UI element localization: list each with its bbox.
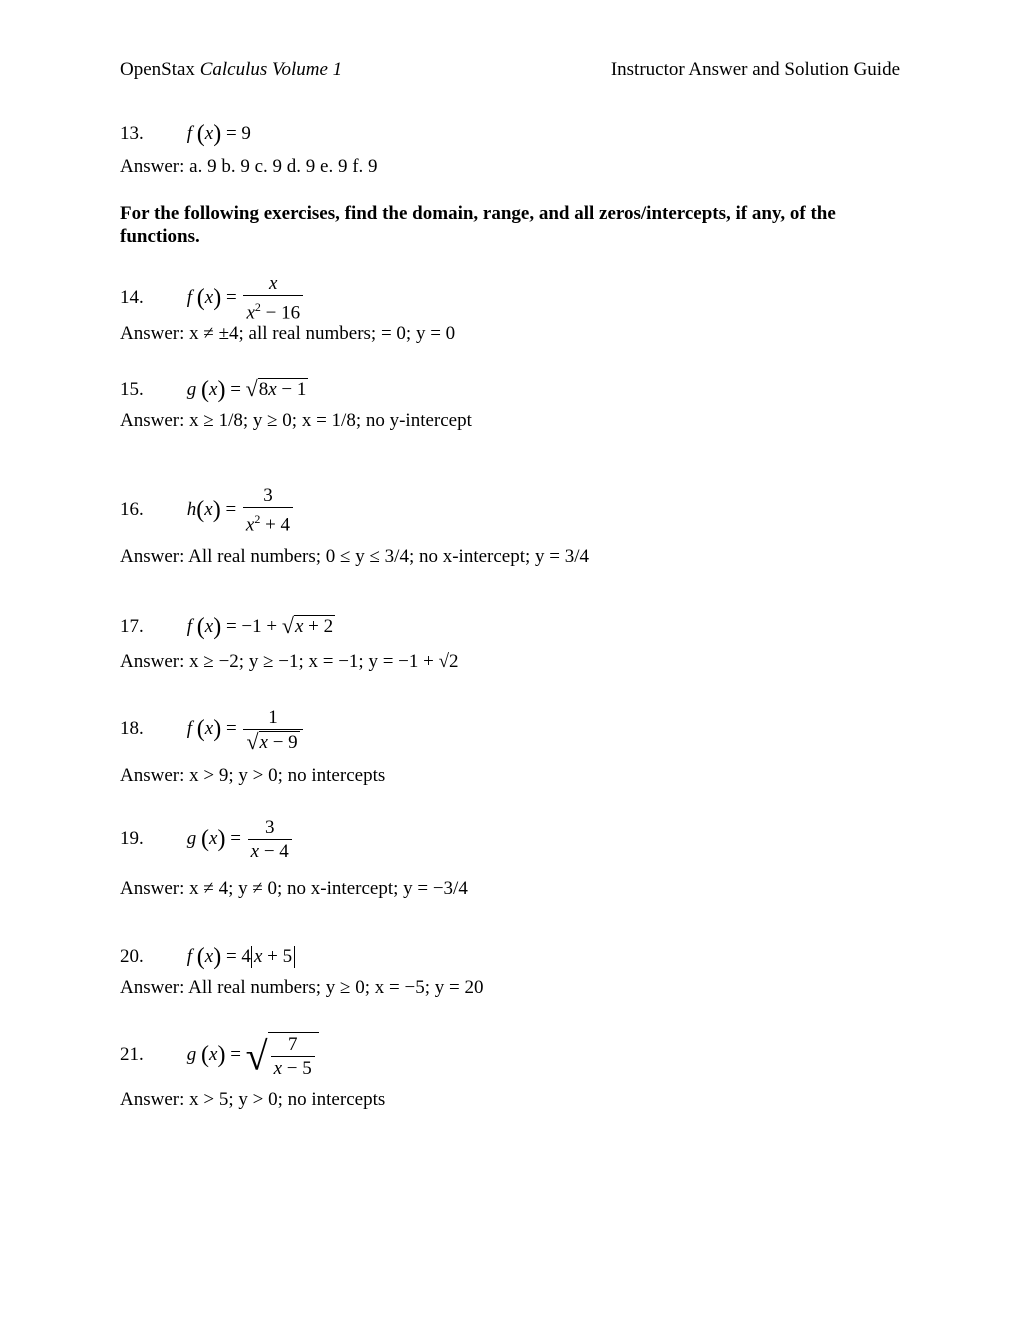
answer-label: Answer: bbox=[120, 323, 185, 344]
answer-19 bbox=[120, 878, 468, 900]
publisher-name: OpenStax bbox=[120, 59, 195, 80]
problem-13 bbox=[120, 122, 251, 146]
answer-label: Answer: bbox=[120, 156, 185, 177]
answer-text: a. 9 b. 9 c. 9 d. 9 e. 9 f. 9 bbox=[189, 156, 378, 177]
problem-number: 13. bbox=[120, 123, 144, 144]
answer-text: x ≥ −2; y ≥ −1; x = −1; y = −1 + √2 bbox=[189, 651, 459, 672]
answer-21 bbox=[120, 1089, 385, 1111]
problem-17 bbox=[120, 613, 335, 639]
problem-function: h(x) = $\frac{3}{x^2 + 4}$ bbox=[187, 499, 295, 520]
problem-number: 19. bbox=[120, 827, 144, 849]
problem-function: f (x) = $\frac{1}{√x - 9}$ bbox=[187, 718, 305, 739]
answer-label: Answer: bbox=[120, 977, 185, 998]
answer-label: Answer: bbox=[120, 1089, 185, 1110]
answer-text: x ≠ 4; y ≠ 0; no x-intercept; y = −3/4 bbox=[189, 878, 468, 899]
answer-label: Answer: bbox=[120, 410, 185, 431]
problem-number: 16. bbox=[120, 498, 144, 520]
problem-14 bbox=[120, 272, 305, 324]
problem-function: f (x) = $\frac{x}{x^2 - 16}$ bbox=[187, 287, 305, 308]
problem-function: g (x) = √8x − 1 bbox=[186, 376, 307, 403]
running-header-left bbox=[120, 59, 342, 81]
problem-function: f (x) = 4 x + 5 bbox=[187, 946, 295, 967]
answer-text: All real numbers; y ≥ 0; x = −5; y = 20 bbox=[188, 977, 484, 998]
problem-function: f (x) = −1 + √x + 2 bbox=[186, 613, 334, 640]
problem-number: 14. bbox=[120, 286, 144, 308]
problem-number: 21. bbox=[120, 1044, 144, 1066]
answer-text: x > 5; y > 0; no intercepts bbox=[189, 1089, 386, 1110]
problem-18 bbox=[120, 706, 305, 754]
answer-text: x ≠ ±4; all real numbers; = 0; y = 0 bbox=[189, 323, 456, 344]
answer-label: Answer: bbox=[120, 651, 185, 672]
answer-18 bbox=[120, 765, 385, 787]
answer-13 bbox=[120, 156, 378, 178]
problem-function: g (x) = $\frac{3}{x - 4}$ bbox=[187, 828, 294, 849]
answer-20 bbox=[120, 977, 483, 999]
problem-16 bbox=[120, 484, 295, 536]
problem-20 bbox=[120, 945, 295, 969]
problem-21 bbox=[120, 1032, 319, 1080]
problem-number: 17. bbox=[120, 616, 144, 637]
answer-label: Answer: bbox=[120, 546, 185, 567]
answer-14 bbox=[120, 323, 455, 345]
problem-15 bbox=[120, 376, 308, 402]
answer-text: x > 9; y > 0; no intercepts bbox=[189, 765, 386, 786]
answer-17 bbox=[120, 651, 459, 673]
exercise-instructions: For the following exercises, find the domain, range, and all zeros/intercepts, if any, of the functions. bbox=[120, 203, 836, 247]
answer-text: x ≥ 1/8; y ≥ 0; x = 1/8; no y-intercept bbox=[189, 410, 472, 431]
answer-label: Answer: bbox=[120, 878, 185, 899]
problem-function: f (x) = 9 bbox=[186, 121, 251, 147]
problem-number: 18. bbox=[120, 718, 144, 740]
answer-text: All real numbers; 0 ≤ y ≤ 3/4; no x-intercept; y = 3/4 bbox=[188, 546, 590, 567]
problem-number: 15. bbox=[120, 379, 144, 400]
problem-function: g (x) = √ $\frac{7}{x - 5}$ bbox=[187, 1044, 319, 1065]
book-title: Calculus Volume 1 bbox=[199, 59, 343, 80]
running-header-right: Instructor Answer and Solution Guide bbox=[610, 59, 900, 80]
answer-16 bbox=[120, 546, 589, 568]
problem-19 bbox=[120, 816, 294, 863]
problem-number: 20. bbox=[120, 946, 144, 967]
answer-label: Answer: bbox=[120, 765, 185, 786]
answer-15 bbox=[120, 410, 472, 432]
